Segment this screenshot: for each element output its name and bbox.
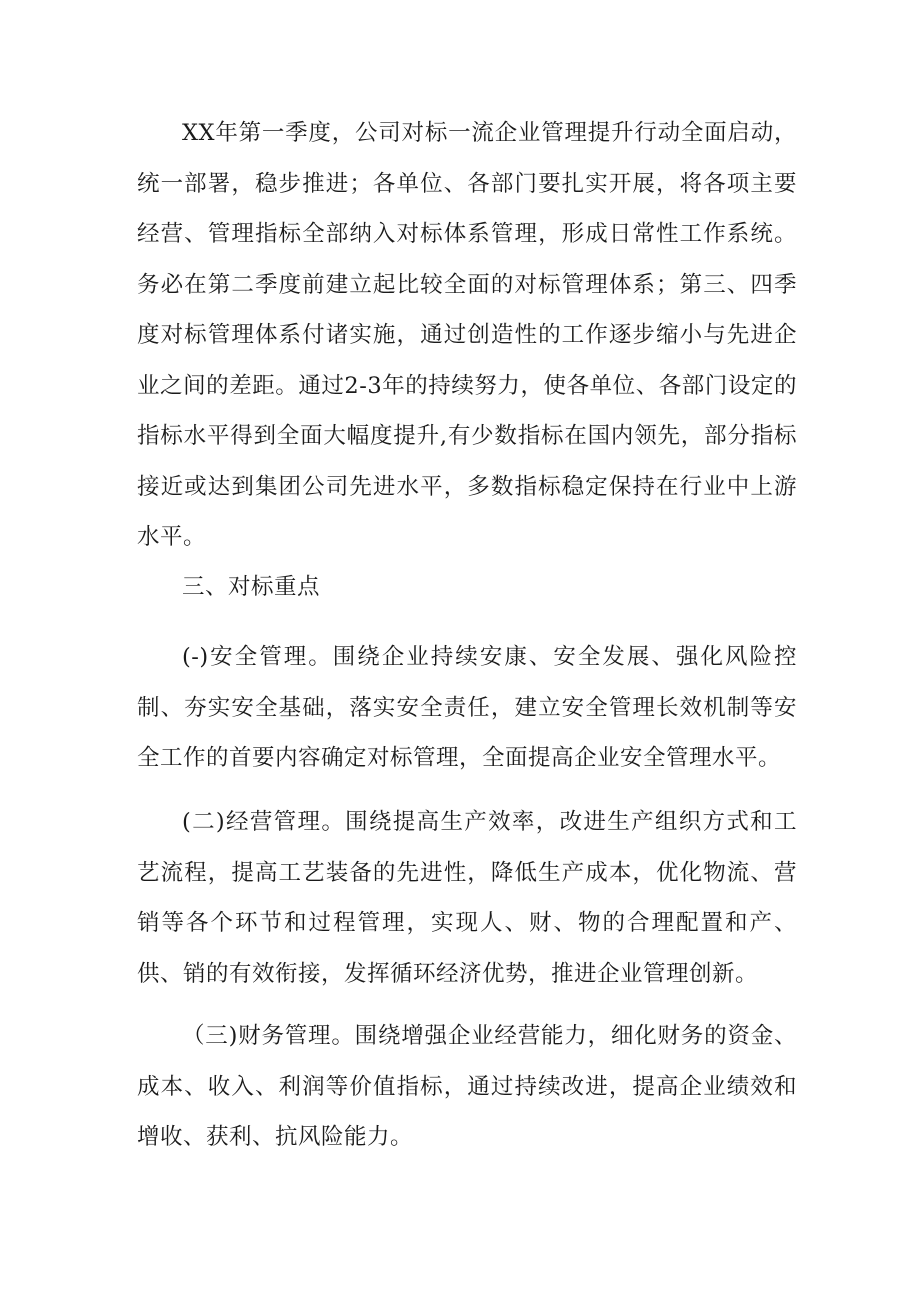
paragraph-safety-management: (-)安全管理。围绕企业持续安康、安全发展、强化风险控制、夯实安全基础，落实安全责任，建立安全管理长效机制等安全工作的首要内容确定对标管理，全面提高企业安全管理水平。 (137, 644, 797, 771)
paragraph-operations-management: (二)经营管理。围绕提高生产效率，改进生产组织方式和工艺流程，提高工艺装备的先进性，降低生产成本，优化物流、营销等各个环节和过程管理，实现人、财、物的合理配置和产、供、销的有效衔接，发挥循环经济优势，推进企业管理创新。 (137, 809, 797, 987)
paragraph-financial-management: （三)财务管理。围绕增强企业经营能力，细化财务的资金、成本、收入、利润等价值指标，通过持续改进，提高企业绩效和增收、获利、抗风险能力。 (137, 1023, 797, 1150)
paragraph-intro: XX年第一季度，公司对标一流企业管理提升行动全面启动，统一部署，稳步推进；各单位、各部门要扎实开展，将各项主要经营、管理指标全部纳入对标体系管理，形成日常性工作系统。务必在第二季度前建立起比较全面的对标管理体系；第三、四季度对标管理体系付诸实施，通过创造性的工作逐步缩小与先进企业之间的差距。通过2-3年的持续努力，使各单位、各部门设定的指标水平得到全面大幅度提升,有少数指标在国内领先，部分指标接近或达到集团公司先进水平，多数指标稳定保持在行业中上游水平。 (137, 120, 797, 550)
section-heading: 三、对标重点 (182, 574, 321, 600)
